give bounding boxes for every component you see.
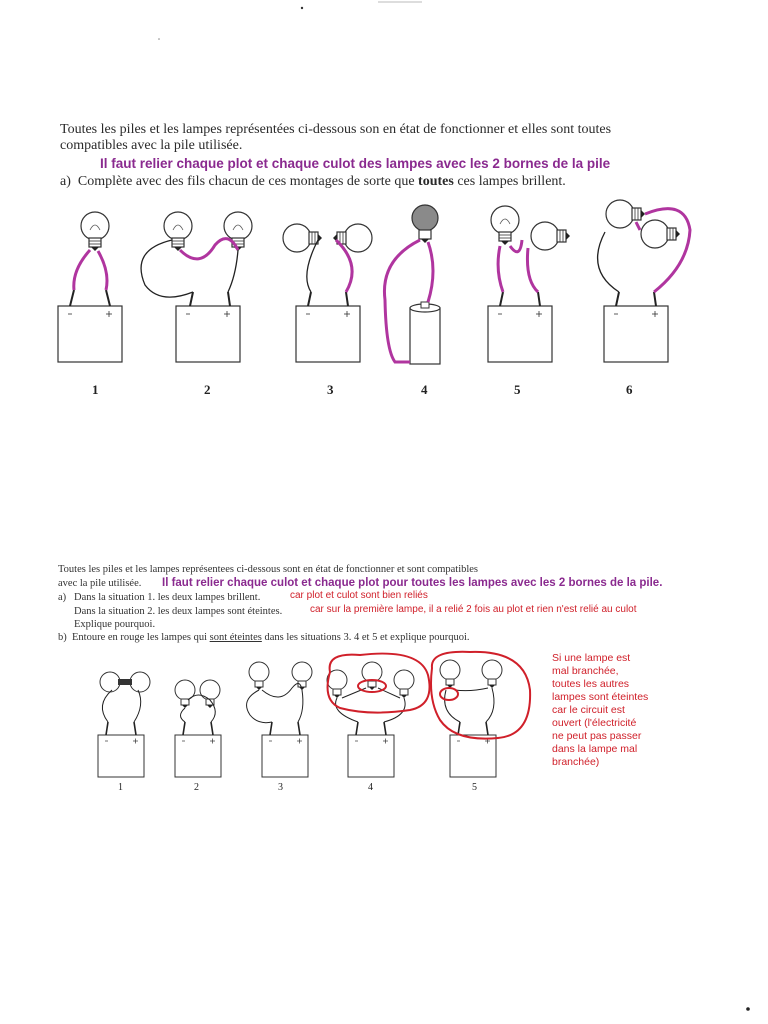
- ex2-label-3: 3: [278, 782, 283, 793]
- ex2-circuit-5: [431, 652, 530, 777]
- ex1-handwritten-note: Il faut relier chaque plot et chaque culot des lampes avec les 2 bornes de la pile: [100, 156, 611, 171]
- ex2-qb-text1: Entoure en rouge les lampes qui: [72, 632, 210, 643]
- ex2-side-note-line: lampes sont éteintes: [552, 691, 649, 703]
- ex2-qa-answer1: car plot et culot sont bien reliés: [290, 590, 428, 601]
- ex2-side-note-line: toutes les autres: [552, 678, 630, 690]
- ex1-label-1: 1: [92, 382, 99, 397]
- ex2-qa-prefix: a): [58, 592, 67, 603]
- ex2-circuit-3: [247, 662, 312, 777]
- ex1-label-6: 6: [626, 382, 633, 397]
- ex2-circuit-4: [327, 654, 430, 777]
- ex2-handwritten-note: Il faut relier chaque culot et chaque plot pour toutes les lampes avec les 2 bornes de la pile.: [162, 577, 663, 589]
- ex2-qa-line1: Dans la situation 1. les deux lampes brillent.: [74, 592, 261, 603]
- ex1-question-a-text2: ces lampes brillent.: [453, 174, 566, 189]
- ex2-qb-text2: dans les situations 3. 4 et 5 et explique pourquoi.: [261, 632, 470, 643]
- ex1-label-5: 5: [514, 382, 521, 397]
- ex1-intro-line2: compatibles avec la pile utilisée.: [60, 138, 243, 153]
- ex2-label-2: 2: [194, 782, 199, 793]
- ex2-intro-line2: avec la pile utilisée.: [58, 578, 142, 589]
- ex1-question-a-prefix: a): [60, 174, 71, 189]
- ex1-question-a-text1: Complète avec des fils chacun de ces montages de sorte que: [77, 174, 419, 189]
- ex2-qb-prefix: b): [58, 632, 67, 643]
- ex2-qb-underline: sont éteintes: [209, 632, 262, 643]
- ex1-question-a-bold: toutes: [418, 174, 454, 189]
- ex2-label-1: 1: [118, 782, 123, 793]
- ex2-circuit-2: [175, 680, 221, 777]
- ex2-side-note-line: car le circuit est: [552, 704, 625, 716]
- ex2-side-note-line: Si une lampe est: [552, 652, 631, 664]
- ex2-qa-answer2: car sur la première lampe, il a relié 2 fois au plot et rien n'est relié au culot: [310, 604, 637, 615]
- ex1-intro-line1: Toutes les piles et les lampes représentées ci-dessous son en état de fonctionner et elles sont toutes: [60, 122, 612, 137]
- ex1-label-3: 3: [327, 382, 334, 397]
- ex2-label-4: 4: [368, 782, 373, 793]
- ex2-qa-line2: Dans la situation 2. les deux lampes sont éteintes.: [74, 606, 283, 617]
- ex2-side-note-line: ouvert (l'électricité: [552, 717, 637, 729]
- ex2-intro-line1: Toutes les piles et les lampes représentees ci-dessous sont en état de fonctionner et sont compatibles: [58, 564, 479, 575]
- ex2-qa-line3: Explique pourquoi.: [74, 619, 156, 630]
- ex2-circuit-1: [98, 672, 150, 777]
- ex1-label-2: 2: [204, 382, 211, 397]
- ex2-side-note-line: branchée): [552, 756, 600, 768]
- ex2-side-note-line: dans la lampe mal: [552, 743, 638, 755]
- ex2-side-note-line: mal branchée,: [552, 665, 619, 677]
- ex1-label-4: 4: [421, 382, 428, 397]
- ex2-label-5: 5: [472, 782, 477, 793]
- ex2-side-note-line: ne peut pas passer: [552, 730, 642, 742]
